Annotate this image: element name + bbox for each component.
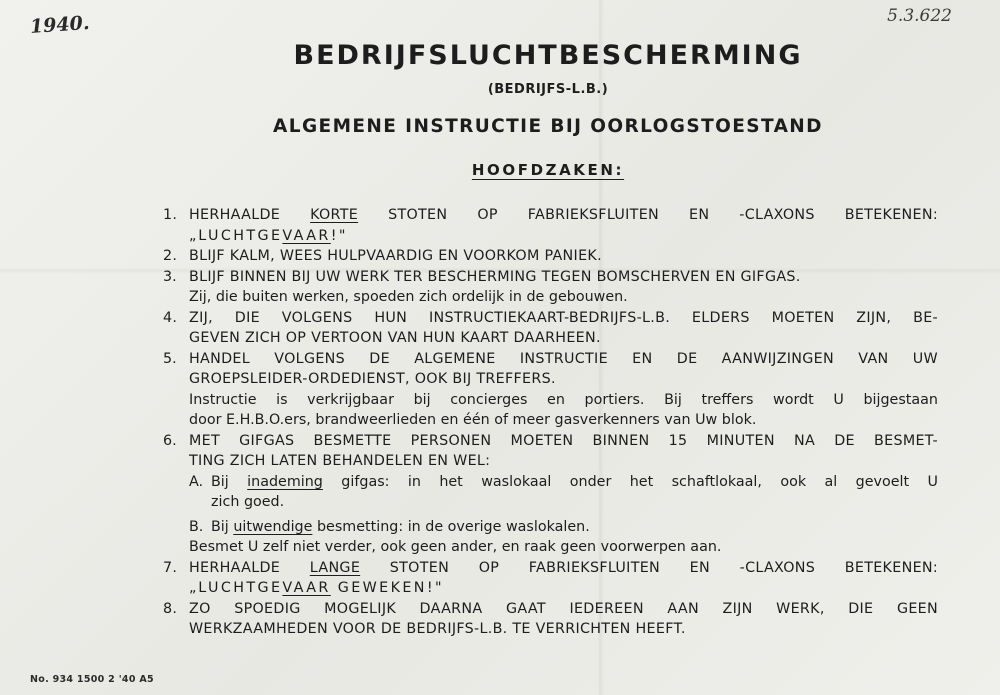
item-note: Instructie is verkrijgbaar bij concierges en portiers. Bij treffers wordt U bijgestaan	[189, 391, 938, 408]
list-item	[163, 558, 938, 599]
item-line: BLIJF KALM, WEES HULPVAARDIG EN VOORKOM PANIEK.	[189, 248, 602, 264]
sub-item-letter: B.	[189, 518, 204, 535]
list-item	[163, 267, 938, 308]
list-item	[163, 349, 938, 431]
item-line: GROEPSLEIDER-ORDEDIENST, OOK BIJ TREFFERS.	[189, 371, 556, 387]
document-title: BEDRIJFSLUCHTBESCHERMING	[293, 40, 803, 71]
item-line: MET GIFGAS BESMETTE PERSONEN MOETEN BINNEN 15 MINUTEN NA DE BESMET-	[189, 432, 938, 449]
print-code: No. 934 1500 2 '40 A5	[30, 674, 154, 685]
item-number: 4.	[163, 309, 178, 326]
item-number: 1.	[163, 207, 178, 223]
item-line: TING ZICH LATEN BEHANDELEN EN WEL:	[189, 453, 491, 469]
list-item	[163, 431, 938, 558]
instruction-list	[163, 205, 938, 640]
item-line: „LUCHTGEVAAR GEWEKEN!"	[189, 580, 445, 596]
item-note: door E.H.B.O.ers, brandweerlieden en één of meer gasverkenners van Uw blok.	[189, 412, 757, 428]
sub-item-line: Bij uitwendige besmetting: in de overige waslokalen.	[211, 518, 590, 535]
list-item	[163, 599, 938, 640]
item-note: Zij, die buiten werken, spoeden zich ordelijk in de gebouwen.	[189, 289, 628, 305]
item-line: HERHAALDE LANGE STOTEN OP FABRIEKSFLUITEN EN -CLAXONS BETEKENEN:	[189, 559, 939, 576]
item-number: 5.	[163, 350, 177, 367]
item-number: 3.	[163, 268, 177, 285]
handwritten-reference: 5.3.622	[887, 6, 952, 26]
sub-item	[189, 472, 938, 513]
item-note: Besmet U zelf niet verder, ook geen ander, en raak geen voorwerpen aan.	[189, 539, 722, 555]
sub-item-line: zich goed.	[211, 494, 285, 510]
item-number: 7.	[163, 559, 178, 576]
item-line: HERHAALDE KORTE STOTEN OP FABRIEKSFLUITEN EN -CLAXONS BETEKENEN:	[189, 207, 938, 223]
item-number: 2.	[163, 248, 178, 264]
item-line: ZIJ, DIE VOLGENS HUN INSTRUCTIEKAART-BEDRIJFS-L.B. ELDERS MOETEN ZIJN, BE-	[189, 309, 938, 326]
item-line: ZO SPOEDIG MOGELIJK DAARNA GAAT IEDEREEN AAN ZIJN WERK, DIE GEEN	[189, 600, 938, 617]
section-heading: HOOFDZAKEN:	[471, 161, 625, 179]
item-line: „LUCHTGEVAAR!"	[189, 227, 348, 244]
item-line: WERKZAAMHEDEN VOOR DE BEDRIJFS-L.B. TE VERRICHTEN HEEFT.	[189, 621, 686, 637]
item-line: GEVEN ZICH OP VERTOON VAN HUN KAART DAARHEEN.	[189, 330, 601, 346]
instruction-heading: ALGEMENE INSTRUCTIE BIJ OORLOGSTOESTAND	[273, 116, 823, 137]
item-number: 8.	[163, 600, 178, 617]
item-line: HANDEL VOLGENS DE ALGEMENE INSTRUCTIE EN DE AANWIJZINGEN VAN UW	[189, 350, 938, 367]
list-item	[163, 205, 938, 246]
list-item	[163, 308, 938, 349]
item-line: BLIJF BINNEN BIJ UW WERK TER BESCHERMING TEGEN BOMSCHERVEN EN GIFGAS.	[189, 268, 801, 285]
document-subtitle: (BEDRIJFS-L.B.)	[487, 82, 609, 97]
list-item	[163, 246, 938, 267]
sub-item-letter: A.	[189, 473, 204, 490]
sub-item	[189, 517, 938, 538]
sub-item-line: Bij inademing gifgas: in het waslokaal onder het schaftlokaal, ook al gevoelt U	[211, 473, 938, 490]
handwritten-year: 1940.	[29, 11, 91, 39]
item-number: 6.	[163, 432, 177, 449]
